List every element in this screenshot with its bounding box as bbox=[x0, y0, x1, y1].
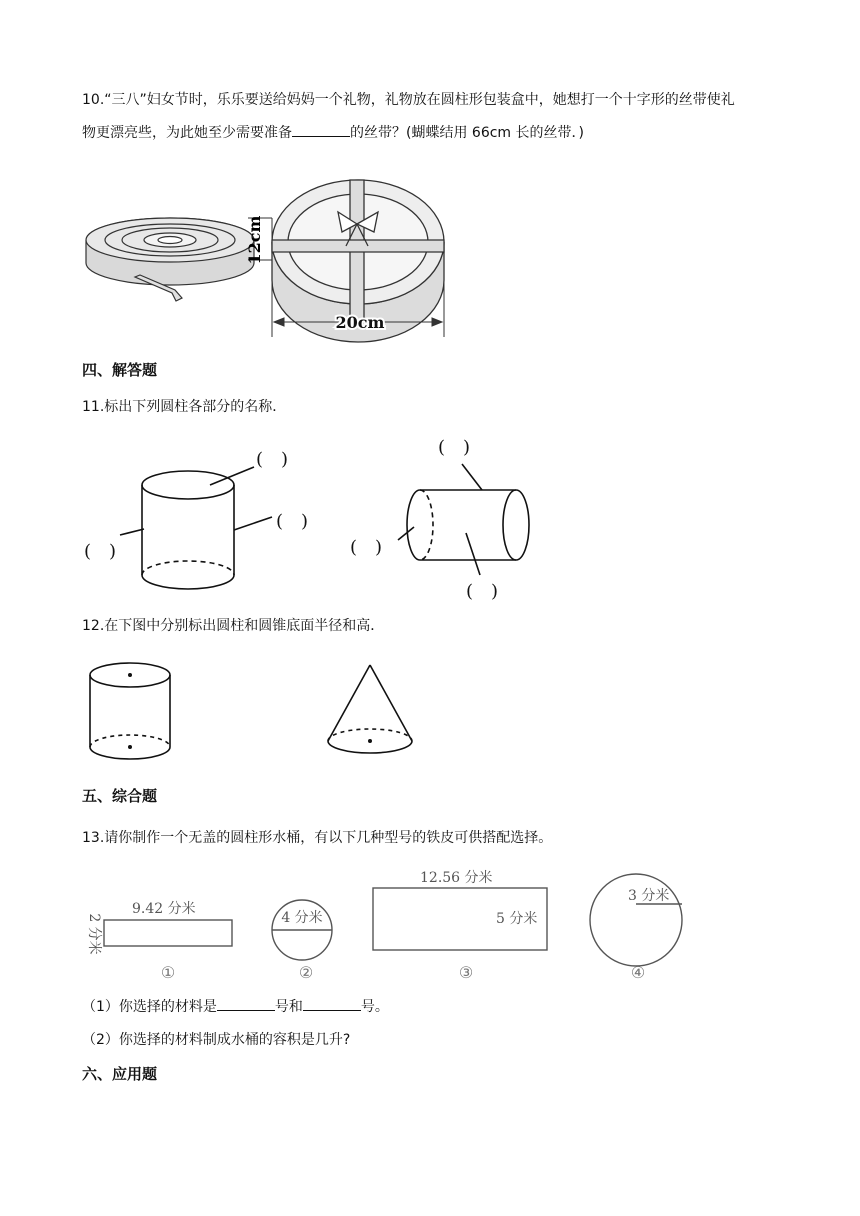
cylinder-top-center-dot bbox=[128, 673, 132, 677]
material-4-number: ④ bbox=[630, 963, 646, 982]
q11-text: 11.标出下列圆柱各部分的名称． bbox=[82, 399, 287, 415]
q13-sub1 bbox=[82, 996, 389, 1017]
q13-blank-1[interactable] bbox=[217, 996, 275, 1011]
q10-diameter-label: 20cm bbox=[335, 313, 385, 332]
material-1-width: 2 分米 bbox=[86, 913, 102, 955]
q11-paren-lateral[interactable]: ( ) bbox=[466, 581, 499, 602]
material-1-number: ① bbox=[160, 963, 176, 982]
q11-paren-height[interactable]: ( ) bbox=[84, 541, 117, 562]
q13-sub2: （2）你选择的材料制成水桶的容积是几升? bbox=[82, 1032, 351, 1048]
gift-box-figure bbox=[238, 162, 468, 342]
q11-figure bbox=[80, 435, 560, 605]
q10-height-label: 12cm bbox=[245, 215, 264, 265]
q11-paren-top-edge[interactable]: ( ) bbox=[438, 437, 471, 458]
material-3-number: ③ bbox=[458, 963, 474, 982]
q10-answer-blank[interactable] bbox=[292, 122, 350, 137]
section-6-title: 六、应用题 bbox=[82, 1065, 158, 1083]
q12-figure bbox=[86, 655, 446, 775]
q10-line2 bbox=[82, 122, 584, 143]
q13-figure bbox=[80, 858, 700, 988]
q13-sub1-a: （1）你选择的材料是 bbox=[82, 999, 217, 1015]
q13-blank-2[interactable] bbox=[303, 996, 361, 1011]
q10-line1: 10.“三八”妇女节时，乐乐要送给妈妈一个礼物，礼物放在圆柱形包装盒中，她想打一个十字形的丝带使礼 bbox=[82, 92, 735, 108]
section-5-title: 五、综合题 bbox=[82, 787, 158, 805]
q13-sub1-b: 号和 bbox=[274, 999, 303, 1015]
material-3-width: 5 分米 bbox=[496, 911, 538, 927]
q11-paren-base[interactable]: ( ) bbox=[350, 537, 383, 558]
material-4-radius: 3 分米 bbox=[628, 888, 670, 904]
section-4-title: 四、解答题 bbox=[82, 361, 158, 379]
q11-paren-top-face[interactable]: ( ) bbox=[256, 449, 289, 470]
q13-text: 13.请你制作一个无盖的圆柱形水桶，有以下几种型号的铁皮可供搭配选择。 bbox=[82, 830, 553, 846]
material-3-length: 12.56 分米 bbox=[420, 870, 493, 886]
material-1-rect bbox=[104, 920, 232, 946]
cone-base-center-dot bbox=[368, 739, 372, 743]
q12-text: 12.在下图中分别标出圆柱和圆锥底面半径和高． bbox=[82, 618, 385, 634]
cylinder-bottom-center-dot bbox=[128, 745, 132, 749]
q10-line2-before: 物更漂亮些，为此她至少需要准备 bbox=[82, 125, 292, 141]
material-2-diameter: 4 分米 bbox=[281, 910, 323, 926]
material-1-length: 9.42 分米 bbox=[132, 901, 196, 917]
q13-sub1-c: 号。 bbox=[360, 999, 389, 1015]
q11-paren-side[interactable]: ( ) bbox=[276, 511, 309, 532]
q10-line2-after: 的丝带？(蝴蝶结用 66cm 长的丝带．) bbox=[350, 125, 584, 141]
material-2-number: ② bbox=[298, 963, 314, 982]
